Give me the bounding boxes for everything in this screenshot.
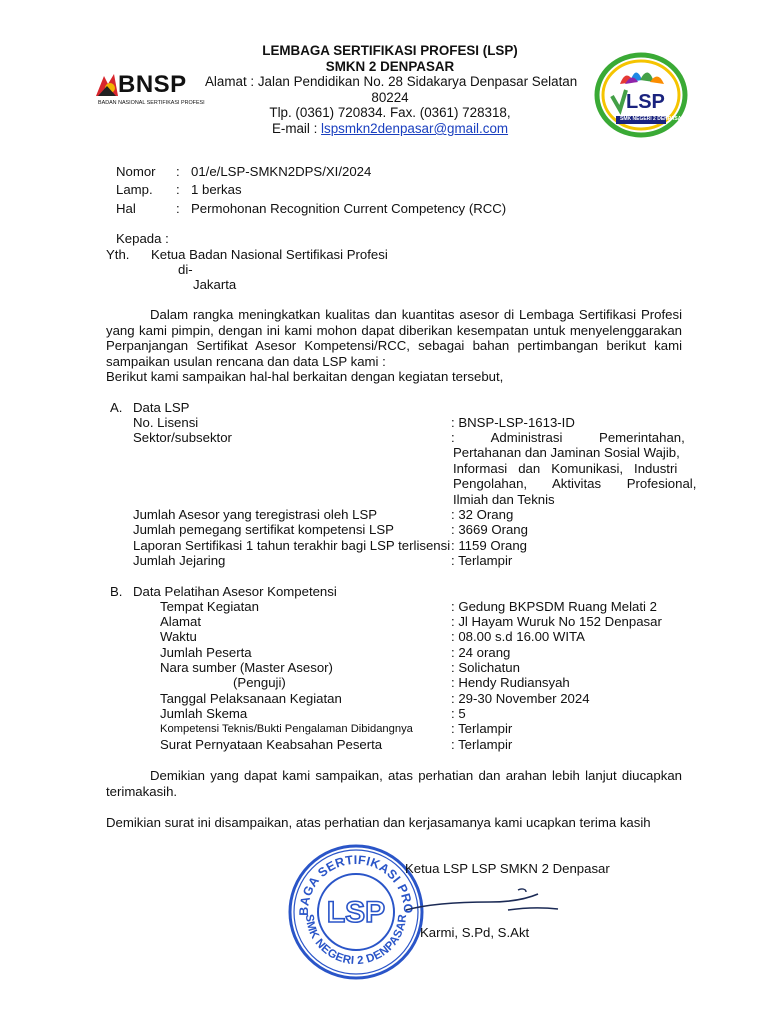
bnsp-logo (94, 68, 204, 112)
section-marker: A. (110, 400, 123, 415)
data-value: : 32 Orang (451, 507, 514, 522)
phone-line: Tlp. (0361) 720834. Fax. (0361) 728318, (269, 105, 511, 121)
data-value: : 29-30 November 2024 (451, 691, 590, 706)
sektor-line: Ilmiah dan Teknis (453, 491, 555, 507)
data-label: Sektor/subsektor (133, 430, 232, 445)
data-label: Nara sumber (Master Asesor) (160, 660, 333, 675)
email-link[interactable]: lspsmkn2denpasar@gmail.com (321, 120, 509, 136)
stamp-top-text: BAGA SERTIFIKASI PRO (296, 852, 416, 916)
recipient-di: di- (178, 262, 193, 277)
lsp-logo-ring-text: SMK NEGERI 2 DENPASAR (620, 116, 685, 122)
body-paragraph: Berikut kami sampaikan hal-hal berkaitan dengan kegiatan tersebut, (106, 369, 504, 384)
email-label: E-mail : (271, 120, 322, 136)
data-value: : 3669 Orang (451, 522, 528, 537)
data-label: Surat Pernyataan Keabsahan Peserta (160, 737, 383, 752)
kepada-label: Kepada : (116, 231, 169, 246)
postal-code: 80224 (371, 89, 409, 105)
meta-value: 01/e/LSP-SMKN2DPS/XI/2024 (191, 164, 372, 179)
address-line: Alamat : Jalan Pendidikan No. 28 Sidakarya Denpasar Selatan (205, 74, 578, 90)
data-label: Jumlah Jejaring (133, 553, 226, 568)
data-label: Tanggal Pelaksanaan Kegiatan (160, 691, 342, 706)
meta-colon: : (176, 182, 180, 197)
section-title: Data LSP (133, 400, 190, 415)
bnsp-name: BNSP (118, 71, 187, 98)
bnsp-emblem-icon (94, 70, 120, 100)
section-title: Data Pelatihan Asesor Kompetensi (133, 584, 337, 599)
data-value: : Hendy Rudiansyah (451, 675, 570, 690)
sektor-line: Pertahanan dan Jaminan Sosial Wajib, (453, 445, 680, 461)
meta-label: Nomor (116, 164, 156, 179)
letterhead (205, 43, 578, 137)
closing-paragraph: Demikian yang dapat kami sampaikan, atas perhatian dan arahan lebih lanjut diucapkan terimakasih. (106, 768, 682, 799)
data-value: : Solichatun (451, 660, 520, 675)
data-label: Jumlah Asesor yang teregistrasi oleh LSP (133, 507, 378, 522)
data-label: Laporan Sertifikasi 1 tahun terakhir bagi LSP terlisensi (133, 538, 451, 553)
closing-paragraph: Demikian surat ini disampaikan, atas perhatian dan kerjasamanya kami ucapkan terima kasih (106, 815, 651, 830)
data-label: (Penguji) (233, 675, 286, 690)
data-value: : Terlampir (451, 737, 513, 752)
meta-value: 1 berkas (191, 182, 242, 197)
bnsp-subtitle: BADAN NASIONAL SERTIFIKASI PROFESI (98, 100, 205, 106)
section-marker: B. (110, 584, 123, 599)
stamp-bottom-text: SMK NEGERI 2 DENPASAR (302, 913, 410, 968)
org-subname: SMKN 2 DENPASAR (325, 58, 455, 74)
org-name: LEMBAGA SERTIFIKASI PROFESI (LSP) (262, 43, 518, 58)
meta-label: Lamp. (116, 182, 153, 197)
data-value: : 24 orang (451, 645, 511, 660)
data-value: : BNSP-LSP-1613-ID (451, 415, 575, 430)
data-label: No. Lisensi (133, 415, 199, 430)
data-label: Jumlah pemegang sertifikat kompetensi LSP (133, 522, 394, 537)
data-label: Waktu (160, 629, 197, 644)
meta-label: Hal (116, 201, 136, 216)
meta-colon: : (176, 201, 180, 216)
sektor-line: Informasi dan Komunikasi, Industri (453, 460, 678, 476)
data-label: Alamat (160, 614, 202, 629)
data-value: : 1159 Orang (451, 538, 528, 553)
data-label: Tempat Kegiatan (160, 599, 259, 614)
meta-value: Permohonan Recognition Current Competency (RCC) (191, 201, 507, 216)
meta-colon: : (176, 164, 180, 179)
sektor-value (451, 430, 697, 507)
recipient-city: Jakarta (193, 277, 237, 292)
data-value: : Terlampir (451, 553, 513, 568)
data-label: Jumlah Skema (160, 706, 248, 721)
data-value: : Jl Hayam Wuruk No 152 Denpasar (451, 614, 662, 629)
data-value: : Gedung BKPSDM Ruang Melati 2 (451, 599, 657, 614)
sektor-line: : Administrasi Pemerintahan, (451, 430, 685, 445)
data-label: Kompetensi Teknis/Bukti Pengalaman Dibidangnya (160, 723, 413, 735)
lsp-logo-text: LSP (626, 91, 665, 113)
data-label: Jumlah Peserta (160, 645, 252, 660)
handwritten-signature (398, 880, 568, 920)
email-line (205, 121, 575, 137)
yth-label: Yth. (106, 247, 130, 262)
data-value: : 5 (451, 706, 466, 721)
signer-title: Ketua LSP LSP SMKN 2 Denpasar (405, 861, 610, 876)
data-value: : 08.00 s.d 16.00 WITA (451, 629, 585, 644)
body-paragraph: Dalam rangka meningkatkan kualitas dan kuantitas asesor di Lembaga Sertifikasi Profesi yang kami pimpin, dengan ini kami mohon dapat diberikan kesempatan untuk menyelenggarakan Perpanjangan Sertifikat Asesor Kompetensi/RCC, sebagai bahan pertimbangan berikut kami sampaikan usulan rencana dan data LSP kami : (106, 307, 682, 369)
stamp-center-text: LSP (326, 896, 386, 929)
data-value: : Terlampir (451, 721, 513, 736)
lsp-logo (594, 52, 688, 138)
sektor-line: Pengolahan, Aktivitas Profesional, (453, 476, 697, 492)
signer-name: Karmi, S.Pd, S.Akt (420, 925, 530, 940)
recipient-name: Ketua Badan Nasional Sertifikasi Profesi (151, 247, 388, 262)
